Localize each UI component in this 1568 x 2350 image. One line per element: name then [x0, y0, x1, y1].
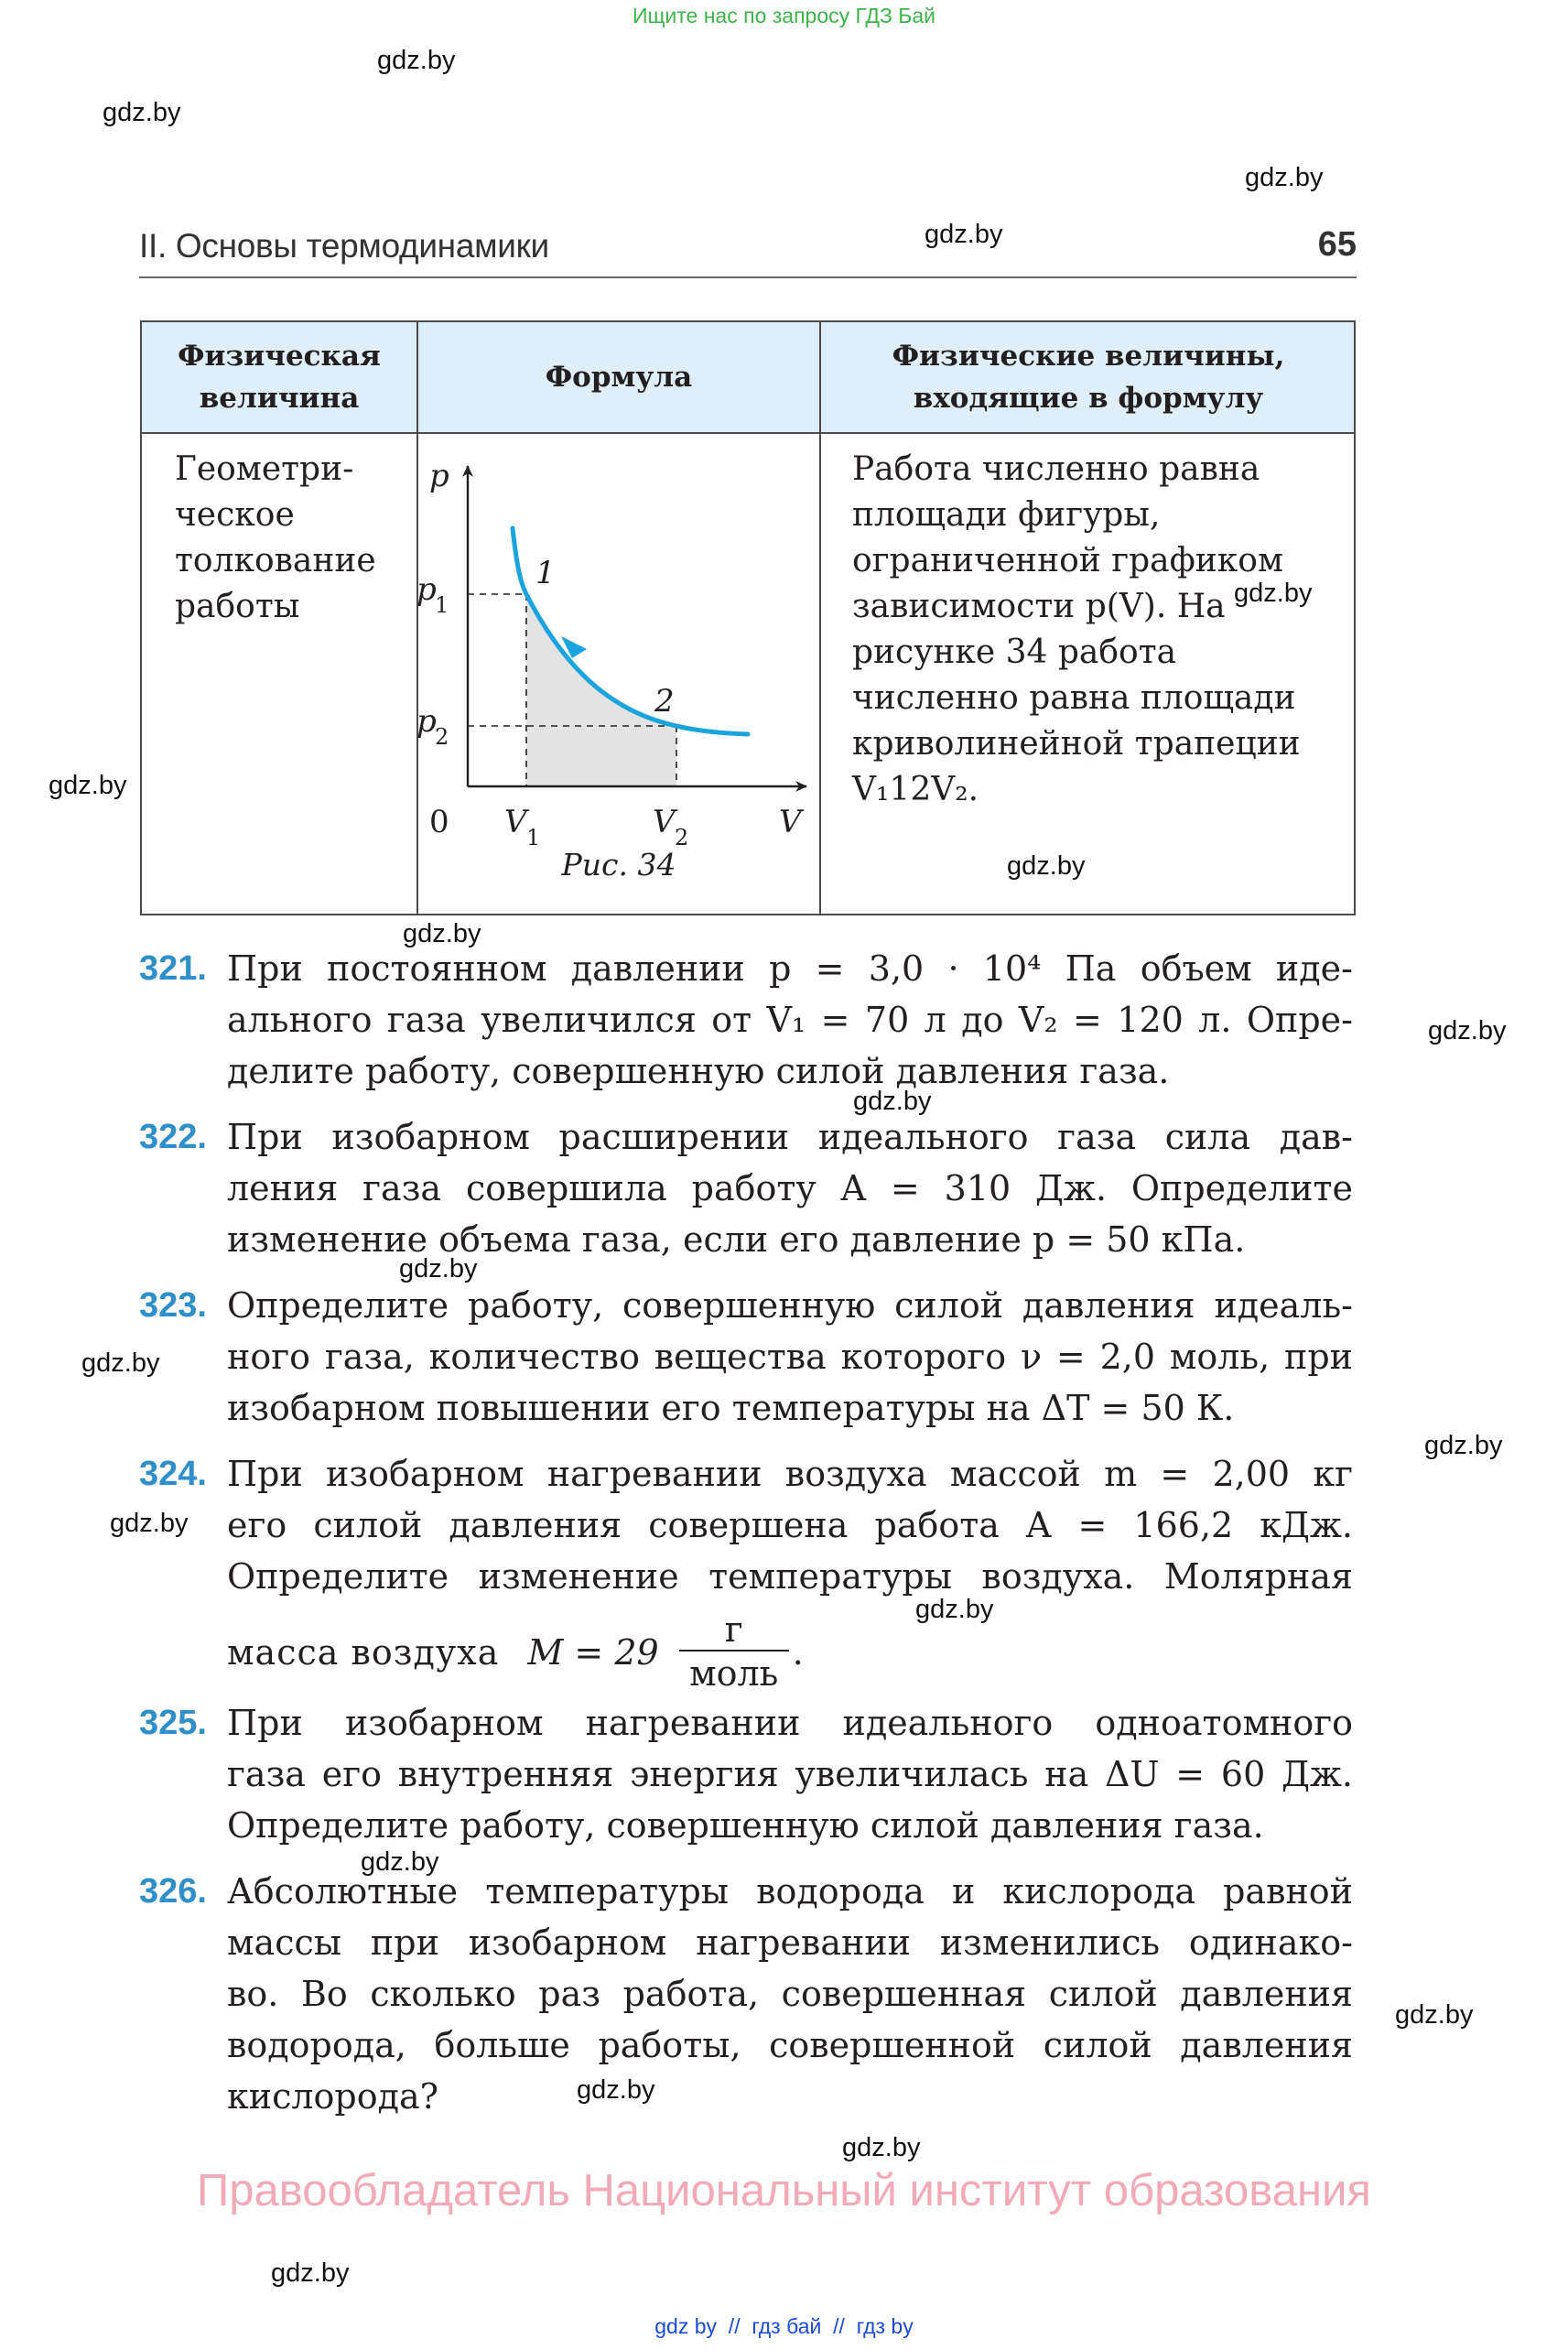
- tick-label-v2: V: [653, 804, 676, 840]
- problem-text: [227, 1448, 1353, 1602]
- watermark: gdz.by: [1234, 579, 1313, 608]
- watermark: gdz.by: [1424, 1431, 1503, 1460]
- problem-number: 322.: [139, 1118, 207, 1156]
- cell-line: зависимости p(V). На: [852, 588, 1226, 625]
- tick-label-p1: p: [416, 571, 437, 608]
- cell-line: работы: [175, 588, 300, 625]
- tick-label-v1-sub: 1: [526, 825, 541, 850]
- header-line: входящие в формулу: [913, 382, 1264, 415]
- watermark: gdz.by: [49, 771, 127, 800]
- figure-caption: Рис. 34: [561, 847, 676, 883]
- cell-line: рисунке 34 работа: [852, 634, 1177, 671]
- problem-number: 326.: [139, 1872, 207, 1911]
- header-line: Формула: [545, 361, 693, 394]
- problem-line: кислорода?: [227, 2076, 439, 2117]
- watermark: gdz.by: [1007, 851, 1086, 881]
- header-rule: [139, 276, 1357, 278]
- watermark: gdz.by: [110, 1509, 189, 1538]
- problem-line: ного газа, количество вещества которого ν = 2,0 моль, при: [227, 1337, 1353, 1377]
- problem-line: ального газа увеличился от V₁ = 70 л до V₂ = 120 л. Опре-: [227, 1000, 1353, 1040]
- cell-line: V₁12V₂.: [852, 771, 979, 808]
- problem-line: При постоянном давлении p = 3,0 · 10⁴ Па объем иде-: [227, 948, 1353, 989]
- problem-number: 321.: [139, 949, 207, 988]
- problem-line: Определите работу, совершенную силой давления газа.: [227, 1805, 1264, 1846]
- formula-table: [140, 320, 1356, 915]
- problem-line: во. Во сколько раз работа, совершенная силой давления: [227, 1974, 1353, 2014]
- problem-line: газа его внутренняя энергия увеличилась на ΔU = 60 Дж.: [227, 1754, 1353, 1794]
- molar-mass-lhs: M = 29: [527, 1632, 659, 1673]
- fraction-numerator: г: [724, 1609, 743, 1650]
- point-label-1: 1: [535, 555, 556, 591]
- point-label-2: 2: [654, 683, 675, 720]
- formula-end: .: [792, 1632, 804, 1673]
- quantity-cell: [175, 447, 404, 630]
- problem-line: делите работу, совершенную силой давления газа.: [227, 1051, 1170, 1091]
- bottom-links[interactable]: gdz by // гдз бай // гдз by: [654, 2314, 914, 2338]
- watermark: gdz.by: [103, 98, 181, 127]
- watermark: gdz.by: [915, 1595, 994, 1624]
- problem-number: 325.: [139, 1704, 207, 1742]
- tick-label-v2-sub: 2: [675, 825, 689, 850]
- header-line: Физическая: [178, 340, 381, 373]
- molar-mass-line: [227, 1602, 804, 1703]
- problem-number: 324.: [139, 1455, 207, 1493]
- page-number: 65: [1317, 225, 1357, 264]
- running-head: II. Основы термодинамики: [139, 227, 549, 265]
- problem-line: Определите изменение температуры воздуха. Молярная: [227, 1556, 1353, 1597]
- problem-line: При изобарном нагревании идеального одноатомного: [227, 1703, 1353, 1743]
- problem-line: ления газа совершила работу A = 310 Дж. Определите: [227, 1168, 1353, 1208]
- cell-line: ческое: [175, 496, 295, 534]
- top-banner: Ищите нас по запросу ГДЗ Бай: [632, 4, 936, 27]
- cell-line: ограниченной графиком: [852, 542, 1283, 579]
- cell-line: Геометри-: [175, 450, 354, 488]
- cell-line: площади фигуры,: [852, 496, 1161, 534]
- watermark: gdz.by: [925, 220, 1003, 249]
- problem-line: водорода, больше работы, совершенной силой давления: [227, 2025, 1353, 2065]
- problem-text: [227, 1111, 1353, 1265]
- watermark: gdz.by: [271, 2258, 350, 2288]
- problem-number: 323.: [139, 1286, 207, 1325]
- problem-line: При изобарном нагревании воздуха массой m = 2,00 кг: [227, 1454, 1353, 1494]
- problem-line: массы при изобарном нагревании изменились одинако-: [227, 1922, 1353, 1963]
- fraction-denominator: моль: [689, 1653, 779, 1694]
- watermark: gdz.by: [81, 1348, 160, 1378]
- cell-line: толкование: [175, 542, 376, 579]
- watermark: gdz.by: [853, 1087, 932, 1116]
- header-line: величина: [199, 382, 360, 415]
- tick-label-p1-sub: 1: [435, 592, 449, 618]
- watermark: gdz.by: [842, 2133, 921, 2162]
- cell-line: криволинейной трапеции: [852, 725, 1301, 763]
- copyright-footer: Правообладатель Национальный институт образования: [197, 2166, 1371, 2215]
- watermark: gdz.by: [577, 2075, 655, 2105]
- description-cell: [852, 447, 1346, 813]
- problem-text: [227, 943, 1353, 1097]
- problem-text: [227, 1866, 1353, 2122]
- problem-line: Определите работу, совершенную силой давления идеаль-: [227, 1285, 1353, 1326]
- watermark: gdz.by: [1245, 163, 1324, 192]
- header-formula: [418, 322, 819, 432]
- tick-label-p2-sub: 2: [435, 724, 449, 750]
- header-quantities-in-formula: [821, 322, 1356, 432]
- problem-line: При изобарном расширении идеального газа сила дав-: [227, 1117, 1353, 1157]
- watermark: gdz.by: [1395, 2000, 1474, 2030]
- problem-line: Абсолютные температуры водорода и кислорода равной: [227, 1871, 1353, 1911]
- x-axis-label: V: [779, 804, 802, 840]
- y-axis-label: p: [429, 458, 449, 494]
- problem-line: его силой давления совершена работа A = 166,2 кДж.: [227, 1505, 1353, 1545]
- watermark: gdz.by: [361, 1847, 439, 1877]
- watermark: gdz.by: [403, 919, 481, 948]
- origin-label: 0: [429, 804, 449, 840]
- cell-line: Работа численно равна: [852, 450, 1260, 488]
- watermark: gdz.by: [377, 46, 456, 75]
- cell-line: численно равна площади: [852, 679, 1296, 717]
- tick-label-v1: V: [504, 804, 527, 840]
- pv-diagram: [416, 437, 819, 867]
- problem-line: изменение объема газа, если его давление p = 50 кПа.: [227, 1219, 1246, 1260]
- tick-label-p2: p: [416, 703, 437, 740]
- unit-fraction: [679, 1609, 789, 1695]
- header-quantity: [142, 322, 416, 432]
- problem-line: изобарном повышении его температуры на ΔT = 50 К.: [227, 1388, 1235, 1428]
- problem-text: [227, 1280, 1353, 1434]
- problem-text: [227, 1697, 1353, 1851]
- watermark: gdz.by: [1428, 1016, 1507, 1045]
- molar-mass-prefix: масса воздуха: [227, 1632, 512, 1673]
- watermark: gdz.by: [399, 1254, 478, 1283]
- header-line: Физические величины,: [892, 340, 1285, 373]
